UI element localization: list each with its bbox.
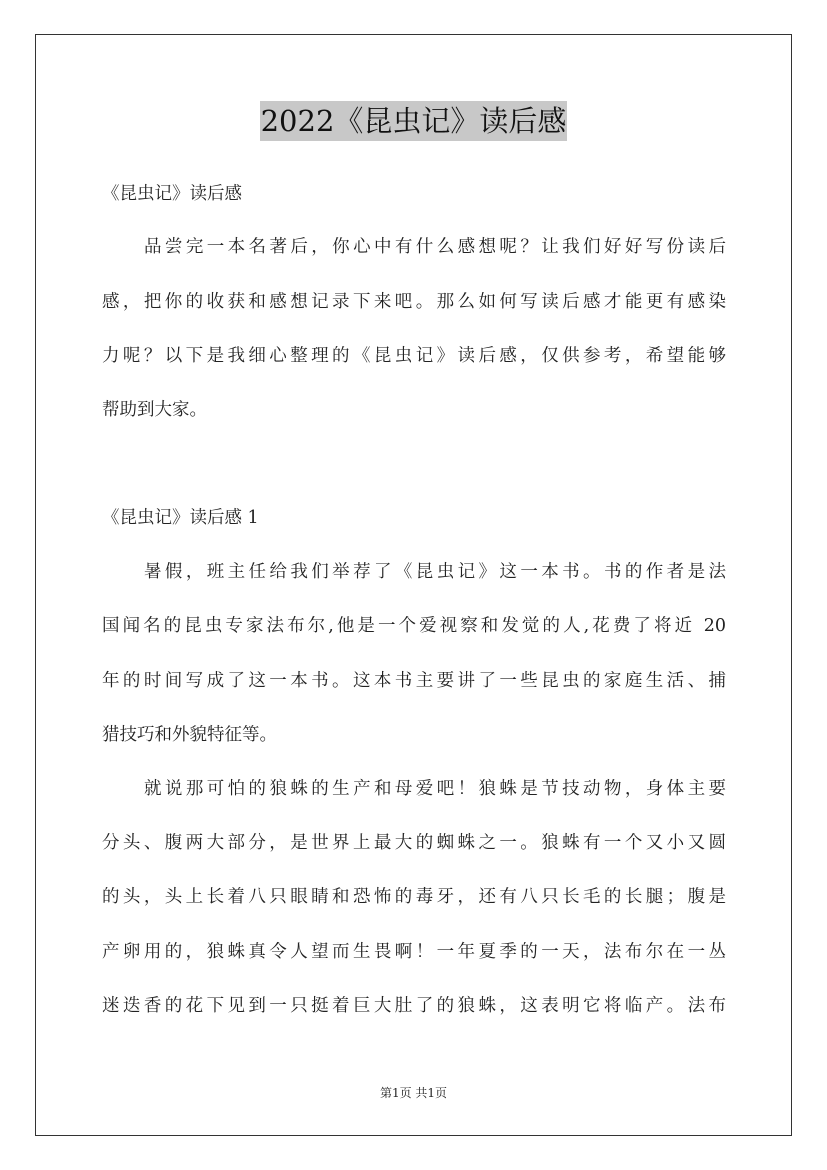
intro-line-1: 品尝完一本名著后，你心中有什么感想呢？让我们好好写份读后: [144, 237, 726, 257]
intro-line-3: 力呢？以下是我细心整理的《昆虫记》读后感，仅供参考，希望能够: [102, 346, 726, 366]
section1-p1-line-3: 年的时间写成了这一本书。这本书主要讲了一些昆虫的家庭生活、捕: [102, 671, 726, 691]
section1-p2-line-1: 就说那可怕的狼蛛的生产和母爱吧！狼蛛是节技动物，身体主要: [144, 779, 726, 799]
section1-p2-line-4: 产卵用的，狼蛛真令人望而生畏啊！一年夏季的一天，法布尔在一丛: [102, 942, 726, 962]
section1-p2-line-2: 分头、腹两大部分，是世界上最大的蜘蛛之一。狼蛛有一个又小又圆: [102, 833, 726, 853]
section1-heading: 《昆虫记》读后感 1: [102, 508, 259, 528]
section1-p1-line-2: 国闻名的昆虫专家法布尔,他是一个爱视察和发觉的人,花费了将近 20: [102, 616, 726, 636]
section1-p1-line-1: 暑假，班主任给我们举荐了《昆虫记》这一本书。书的作者是法: [144, 562, 726, 582]
intro-line-4: 帮助到大家。: [102, 400, 207, 420]
section1-p2-line-5: 迷迭香的花下见到一只挺着巨大肚了的狼蛛，这表明它将临产。法布: [102, 996, 726, 1016]
intro-heading: 《昆虫记》读后感: [102, 184, 242, 204]
section1-p1-line-4: 猎技巧和外貌特征等。: [102, 725, 277, 745]
page-number-footer: 第1页 共1页: [379, 1086, 448, 1100]
document-title: 2022《昆虫记》读后感: [260, 101, 568, 141]
title-container: [0, 101, 827, 141]
section1-p2-line-3: 的头，头上长着八只眼睛和恐怖的毒牙，还有八只长毛的长腿；腹是: [102, 887, 726, 907]
intro-line-2: 感，把你的收获和感想记录下来吧。那么如何写读后感才能更有感染: [102, 292, 726, 312]
